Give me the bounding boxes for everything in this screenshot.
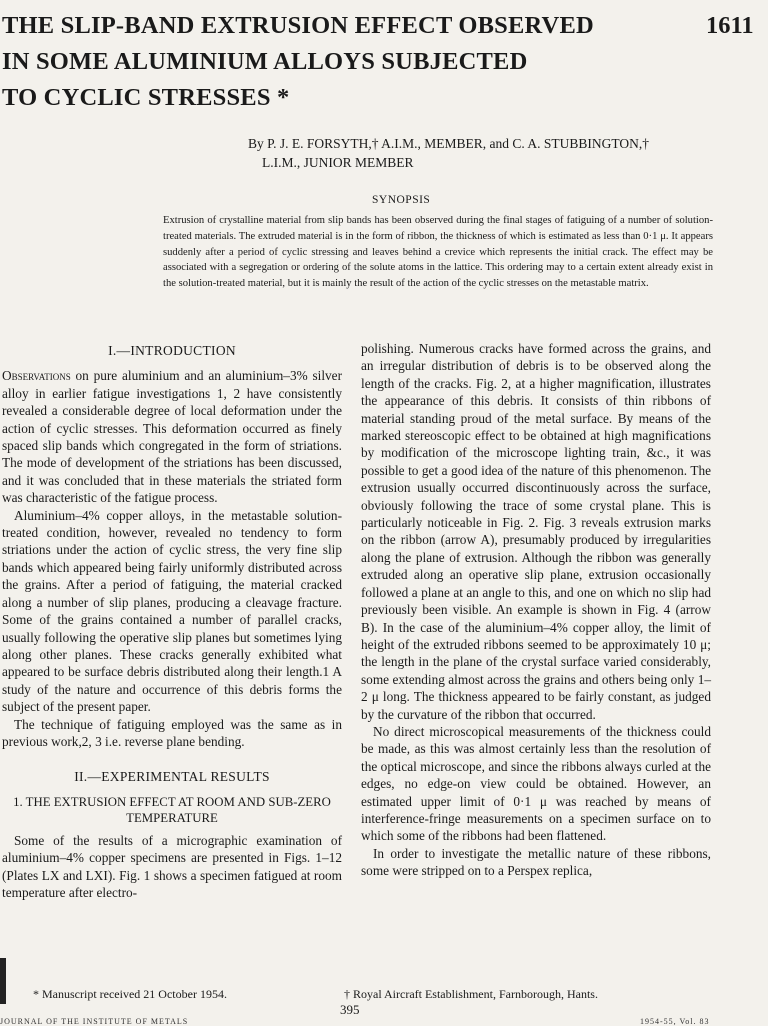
results-paragraph-4: In order to investigate the metallic nature of these ribbons, some were stripped on to a Perspex replica, — [361, 845, 711, 879]
intro-paragraph-2: Aluminium–4% copper alloys, in the metastable solution-treated condition, however, revealed no tendency to form striations under the action of cyclic stress, the very fine slip bands which appeared being fairly uniformly distributed across the grains. After a period of fatiguing, the material cracked along a number of slip planes, producing a cleavage fracture. Some of the grains contained a number of parallel cracks, usually following the operative slip planes but sometimes lying along other planes. These cracks generally exhibited what appeared to be surface debris distributed along their length.1 A study of the nature and occurrence of this debris forms the subject of the present paper. — [2, 507, 342, 715]
left-column — [2, 340, 342, 901]
folio-number: 395 — [340, 1002, 360, 1017]
section-heading-introduction: I.—INTRODUCTION — [108, 343, 236, 358]
section-heading-results: II.—EXPERIMENTAL RESULTS — [74, 769, 270, 785]
title-line-2: IN SOME ALUMINIUM ALLOYS SUBJECTED — [2, 48, 528, 75]
running-footer-volume: 1954-55, Vol. 83 — [640, 1017, 710, 1026]
intro-paragraph-1 — [2, 367, 342, 506]
intro-paragraph-3: The technique of fatiguing employed was the same as in previous work,2, 3 i.e. reverse plane bending. — [2, 716, 342, 749]
author-byline — [248, 134, 760, 172]
footnote-manuscript: * Manuscript received 21 October 1954. — [33, 987, 227, 1001]
footnote-affiliation: † Royal Aircraft Establishment, Farnborough, Hants. — [344, 987, 598, 1001]
margin-scan-mark — [0, 958, 6, 1004]
synopsis-text: Extrusion of crystalline material from slip bands has been observed during the final stages of fatiguing of a number of solution-treated materials. The extruded material is in the form of ribbon, the thickness of which is estimated as less than 0·1 μ. It appears suddenly after a period of cyclic stressing and leaves behind a crevice which represents the initial crack. The effect may be associated with a segregation or ordering of the solute atoms in the lattice. This ordering may to a certain extent already exist in the solution-treated material, but it is mainly the result of the action of the cyclic stresses on the metastable matrix. — [163, 215, 713, 290]
running-footer-journal: JOURNAL OF THE INSTITUTE OF METALS — [0, 1017, 189, 1026]
title-line-3: TO CYCLIC STRESSES * — [2, 84, 290, 111]
synopsis-heading: SYNOPSIS — [372, 194, 431, 206]
intro-first-word: Observations — [2, 368, 71, 384]
author-line-1: By P. J. E. FORSYTH,† A.I.M., MEMBER, and C. A. STUBBINGTON,† — [248, 136, 650, 151]
results-paragraph-1: Some of the results of a micrographic examination of aluminium–4% copper specimens are presented in Figs. 1–12 (Plates LX and LXI). Fig. 1 shows a specimen fatigued at room temperature after electro- — [2, 832, 342, 900]
page-number: 1611 — [706, 12, 754, 39]
intro-paragraph-1-text: on pure aluminium and an aluminium–3% silver alloy in earlier fatigue investigations 1, 2 have consistently revealed a considerable degree of local deformation under the action of cyclic stresses. This deformation occurred as finely spaced slip bands which congregated in the form of striations. The mode of development of the striations has been discussed, and it was concluded that in these materials the striated form was characteristic of the fatigue process. — [2, 368, 342, 506]
results-paragraph-2: polishing. Numerous cracks have formed across the grains, and an irregular distribution of debris is to be observed along the length of the cracks. Fig. 2, at a higher magnification, illustrates the appearance of this debris. It consists of thin ribbons of material standing proud of the metal surface. By means of the marked stereoscopic effect to be obtained at high magnifications by modification of the microscope lighting train, &c., it was possible to get a good idea of the nature of this phenomenon. The extrusion usually occurred discontinuously across the surface, obviously following the trace of some crystal plane. This is particularly noticeable in Fig. 2. Fig. 3 reveals extrusion marks on the ribbon (arrow A), presumably produced by irregularities along the plane of extrusion. Although the ribbon was generally extruded along an operative slip plane, extrusion occasionally followed a plane at an angle to this, and one on which no slip had previously been visible. An example is shown in Fig. 4 (arrow B). In the case of the aluminium–4% copper alloy, the limit of height of the extruded ribbons seemed to be approximately 10 μ; the length in the plane of the crystal surface varied considerably, some extending almost across the grains and others being only 1–2 μ long. The thickness appeared to be fairly constant, as judged by the curvature of the ribbon that occurred. — [361, 341, 711, 722]
results-paragraph-3: No direct microscopical measurements of the thickness could be made, as this was almost certainly less than the resolution of the optical microscope, and since the ribbons always curled at the edges, no edge-on view could be obtained. However, an estimated upper limit of 0·1 μ was reached by means of interference-fringe measurements on a specimen surface on to which some of the ribbons had been flattened. — [361, 723, 711, 844]
article-title — [2, 8, 692, 116]
right-column — [361, 340, 711, 880]
subsection-heading-extrusion: 1. THE EXTRUSION EFFECT AT ROOM AND SUB-ZERO TEMPERATURE — [13, 794, 331, 825]
author-line-2: L.I.M., JUNIOR MEMBER — [262, 155, 414, 170]
title-line-1: THE SLIP-BAND EXTRUSION EFFECT OBSERVED — [2, 12, 594, 39]
